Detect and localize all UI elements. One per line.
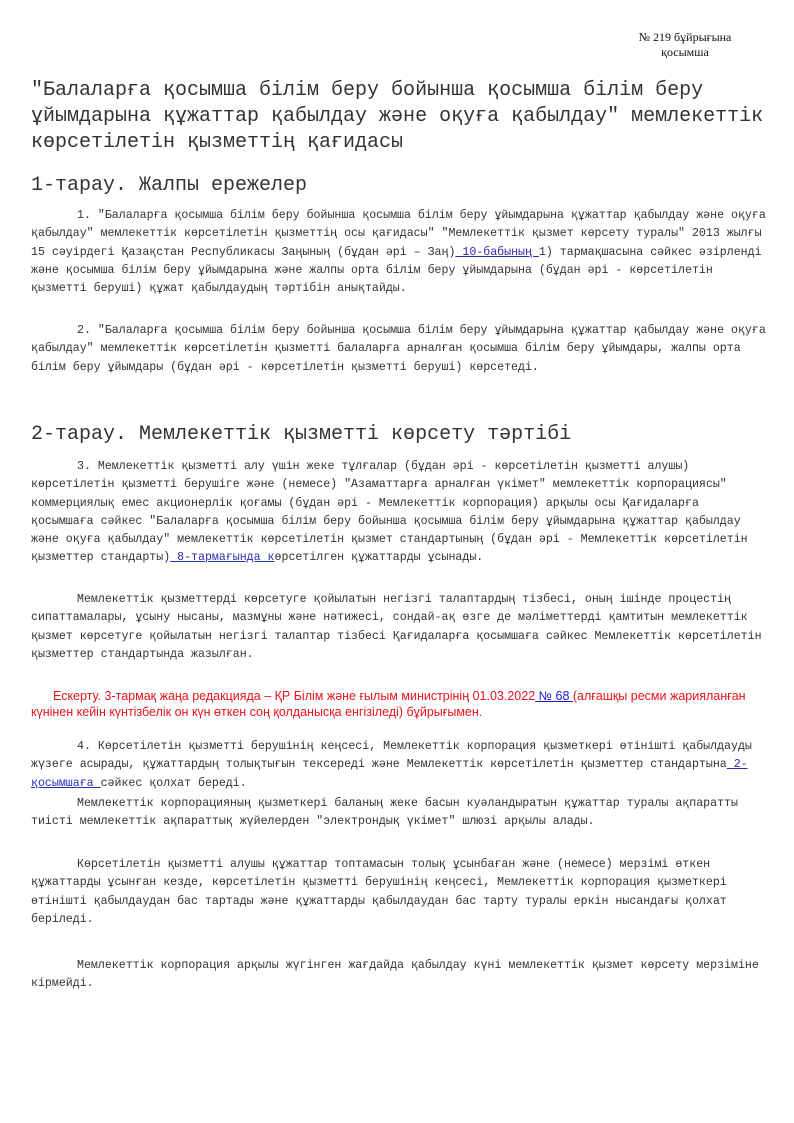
chapter-2-heading: 2-тарау. Мемлекеттік қызметті көрсету тәртібі bbox=[31, 423, 572, 446]
article-10-link[interactable]: 10-бабының bbox=[455, 245, 539, 259]
paragraph-3-text-end: өрсетілген құжаттарды ұсынады. bbox=[274, 551, 484, 565]
paragraph-5: Көрсетілетін қызметті алушы құжаттар топтамасын толық ұсынбаған және (немесе) мерзімі өткен құжаттарды ұсынған кезде, көрсетілетін қызметті берушінің кеңсесі, Мемлекеттік корпорация қызметкері өтінішті қабылдаудан бас тартады және құжаттарды қабылдаудан бас тарту туралы еркін нысандағы қолхат беріледі. bbox=[31, 858, 727, 926]
paragraph-1-text: 1. "Балаларға қосымша білім беру бойынша қосымша білім беру ұйымдарына құжаттар қабылдау және оқуға қабылдау" мемлекеттік көрсетілетін қызметтің осы қағидасы" "Мемлекеттік қызмет көрсету туралы" 2013 жылғы 15 сәуірдегі Қазақстан Республикасы Заңының (бұдан әрі – Заң) bbox=[31, 209, 766, 259]
paragraph-4b: Мемлекеттік корпорацияның қызметкері баланың жеке басын куәландыратын құжаттар туралы ақпаратты тиісті мемлекеттік ақпараттық жүйелерден "электрондық үкімет" шлюзі арқылы алады. bbox=[31, 797, 738, 829]
paragraph-1 bbox=[31, 207, 766, 298]
annex-label bbox=[610, 30, 760, 60]
paragraph-4 bbox=[31, 738, 766, 793]
paragraph-3-text: 3. Мемлекеттік қызметті алу үшін жеке тұлғалар (бұдан әрі - көрсетілетін қызметті алушы) көрсетілетін қызметті берушіге және (немесе) "Азаматтарға арналған үкімет" мемлекеттік корпорациясы" коммерциялық емес акционерлік қоғамы (бұдан әрі - Мемлекеттік корпорация) арқылы осы Қағидаларға қосымшаға сәйкес "Балаларға қосымша білім беру бойынша қосымша білім беру ұйымдарына құжаттар қабылдау және оқуға қабылдау" мемлекеттік көрсетілетін қызмет стандартының (бұдан әрі - Мемлекеттік көрсетілетін қызметтер стандарты) bbox=[31, 460, 748, 565]
paragraph-4-text-end: сәйкес қолхат береді. bbox=[100, 776, 247, 790]
amendment-note-text: Ескерту. 3-тармақ жаңа редакцияда – ҚР Білім және ғылым министрінің 01.03.2022 bbox=[53, 689, 536, 703]
paragraph-1-text-end: 1) тармақшасына сәйкес әзірленді және қосымша білім беру ұйымдарына және жалпы орта білім беру ұйымдарына (бұдан әрі - көрсетілетін қызметті беруші) құжат қабылдаудың тәртібін анықтайды. bbox=[31, 245, 762, 296]
paragraph-3b: Мемлекеттік қызметтерді көрсетуге қойылатын негізгі талаптардың тізбесі, оның ішінде процестің сипаттамалары, ұсыну нысаны, мазмұны және нәтижесі, сондай-ақ өзге де мәліметтерді қамтитын мемлекеттік қызмет көрсетуге қойылатын негізгі талаптар тізбесі Қағидаларға қосымшаға сәйкес Мемлекеттік көрсетілетін қызметтер стандартында жазылған. bbox=[31, 593, 762, 661]
paragraph-3 bbox=[31, 458, 766, 568]
annex-line-1: № 219 бұйрығына bbox=[638, 30, 732, 44]
amendment-note-text-end: (алғашқы ресми жарияланған күнінен кейін күнтізбелік он күн өткен соң қолданысқа енгізіледі) бұйрығымен. bbox=[31, 689, 746, 719]
paragraph-2: 2. "Балаларға қосымша білім беру бойынша қосымша білім беру ұйымдарына құжаттар қабылдау және оқуға қабылдау" мемлекеттік көрсетілетін қызметті балаларға арналған қосымша білім беру ұйымдары, жалпы орта білім беру ұйымдары (бұдан әрі - көрсетілетін қызметті беруші) көрсетеді. bbox=[31, 324, 766, 374]
paragraph-6: Мемлекеттік корпорация арқылы жүгінген жағдайда қабылдау күні мемлекеттік қызмет көрсету мерзіміне кірмейді. bbox=[31, 959, 759, 991]
paragraph-4-text: 4. Көрсетілетін қызметті берушінің кеңсесі, Мемлекеттік корпорация қызметкері өтінішті қабылдауды жүзеге асырады, құжаттардың толықтығын тексереді және Мемлекеттік көрсетілетін қызметтер стандартына bbox=[31, 740, 752, 772]
annex-2-link[interactable]: 2-қосымшаға bbox=[31, 758, 748, 790]
clause-8-link[interactable]: 8-тармағында к bbox=[170, 551, 275, 565]
document-title: "Балаларға қосымша білім беру бойынша қосымша білім беру ұйымдарына құжаттар қабылдау және оқуға қабылдау" мемлекеттік көрсетілетін қызметтің қағидасы bbox=[31, 79, 764, 154]
annex-line-2: қосымша bbox=[661, 45, 709, 59]
order-68-link[interactable]: № 68 bbox=[535, 689, 573, 703]
amendment-note bbox=[31, 688, 771, 720]
chapter-1-heading: 1-тарау. Жалпы ережелер bbox=[31, 174, 308, 197]
